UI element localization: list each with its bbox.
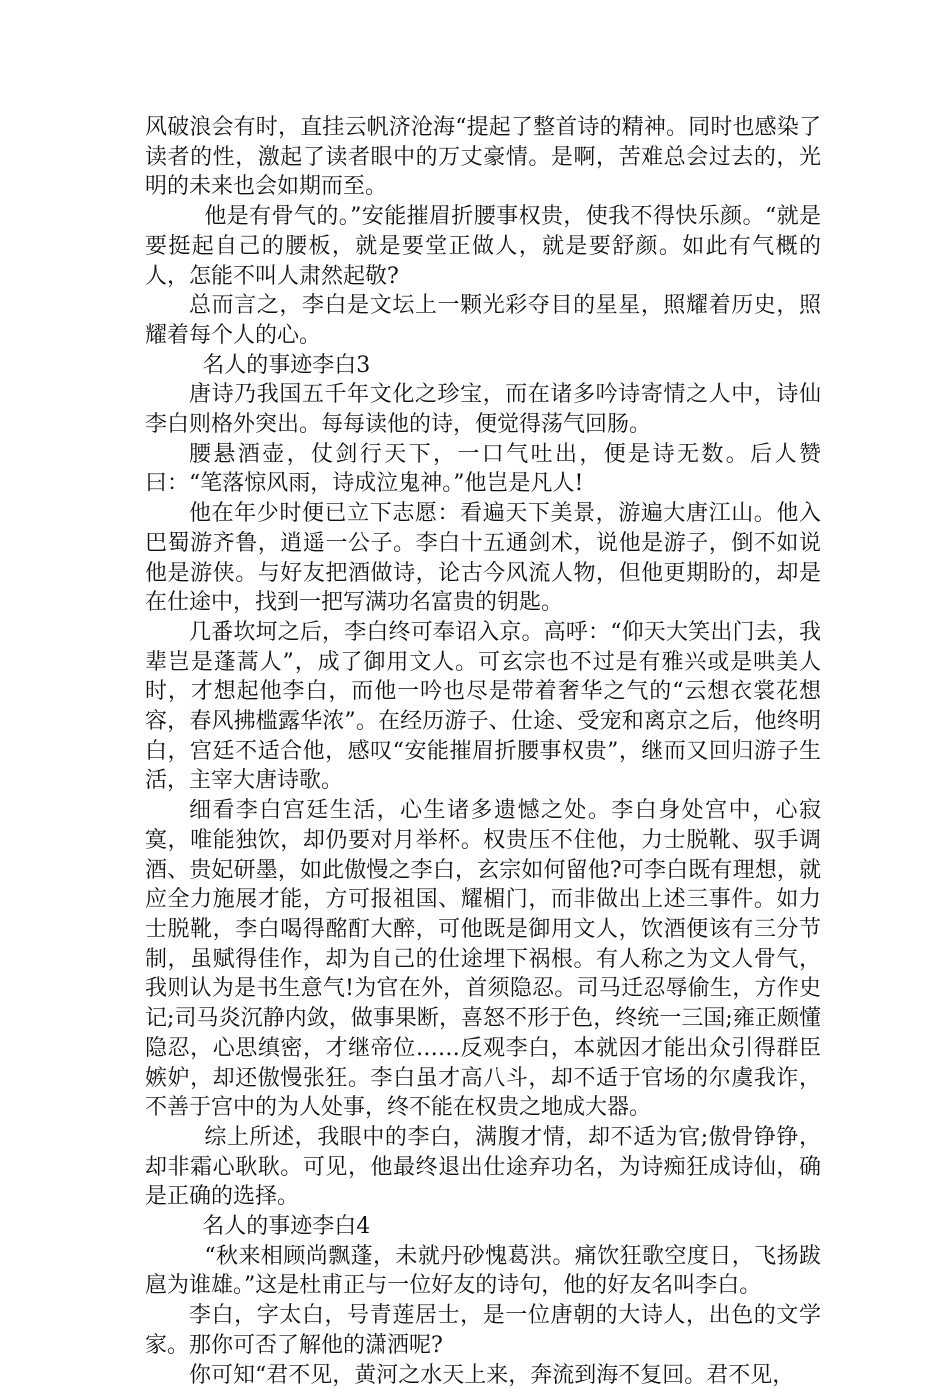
paragraph-10: “秋来相顾尚飘蓬，未就丹砂愧葛洪。痛饮狂歌空度日，飞扬跋扈为谁雄。”这是杜甫正与一位好友的诗句，他的好友名叫李白。 <box>145 1243 821 1299</box>
paragraph-8: 细看李白宫廷生活，心生诸多遗憾之处。李白身处宫中，心寂寞，唯能独饮，却仍要对月举杯。权贵压不住他，力士脱靴、驭手调酒、贵妃研墨，如此傲慢之李白，玄宗如何留他?可李白既有理想，就应全力施展才能，方可报祖国、耀楣门，而非做出上述三事件。如力士脱靴，李白喝得酩酊大醉，可他既是御用文人，饮酒便该有三分节制，虽赋得佳作，却为自己的仕途埋下祸根。有人称之为文人骨气，我则认为是书生意气!为官在外，首须隐忍。司马迁忍辱偷生，方作史记;司马炎沉静内敛，做事果断，喜怒不形于色，终统一三国;雍正颇懂隐忍，心思缜密，才继帝位……反观李白，本就因才能出众引得群臣嫉妒，却还傲慢张狂。李白虽才高八斗，却不适于官场的尔虞我诈，不善于宫中的为人处事，终不能在权贵之地成大器。 <box>145 798 821 1121</box>
paragraph-7: 几番坎坷之后，李白终可奉诏入京。高呼：“仰天大笑出门去，我辈岂是蓬蒿人”，成了御用文人。可玄宗也不过是有雅兴或是哄美人时，才想起他李白，而他一吟也尽是带着奢华之气的“云想衣裳花想容，春风拂槛露华浓”。在经历游子、仕途、受宠和离京之后，他终明白，宫廷不适合他，感叹“安能摧眉折腰事权贵”，继而又回归游子生活，主宰大唐诗歌。 <box>145 619 821 794</box>
paragraph-6: 他在年少时便已立下志愿：看遍天下美景，游遍大唐江山。他入巴蜀游齐鲁，逍遥一公子。李白十五通剑术，说他是游子，倒不如说他是游侠。与好友把酒做诗，论古今风流人物，但他更期盼的，却是在仕途中，找到一把写满功名富贵的钥匙。 <box>145 501 821 616</box>
paragraph-1: 风破浪会有时，直挂云帆济沧海“提起了整首诗的精神。同时也感染了读者的性，激起了读者眼中的万丈豪情。是啊，苦难总会过去的，光明的未来也会如期而至。 <box>145 115 821 200</box>
section-heading-3: 名人的事迹李白3 <box>202 352 371 378</box>
paragraph-5: 腰悬酒壶，仗剑行天下，一口气吐出，便是诗无数。后人赞曰：“笔落惊风雨，诗成泣鬼神。”他岂是凡人! <box>145 441 821 497</box>
paragraph-12: 你可知“君不见，黄河之水天上来，奔流到海不复回。君不见， <box>189 1362 795 1388</box>
paragraph-11: 李白，字太白，号青莲居士，是一位唐朝的大诗人，出色的文学家。那你可否了解他的潇洒呢? <box>145 1303 821 1358</box>
paragraph-4: 唐诗乃我国五千年文化之珍宝，而在诸多吟诗寄情之人中，诗仙李白则格外突出。每每读他的诗，便觉得荡气回肠。 <box>145 382 821 438</box>
paragraph-3: 总而言之，李白是文坛上一颗光彩夺目的星星，照耀着历史，照耀着每个人的心。 <box>145 293 821 348</box>
section-heading-4: 名人的事迹李白4 <box>202 1214 371 1240</box>
paragraph-9: 综上所述，我眼中的李白，满腹才情，却不适为官;傲骨铮铮，却非霜心耿耿。可见，他最终退出仕途弃功名，为诗痴狂成诗仙，确是正确的选择。 <box>145 1124 821 1210</box>
document-body <box>145 113 821 1390</box>
paragraph-2: 他是有骨气的。”安能摧眉折腰事权贵，使我不得快乐颜。“就是要挺起自己的腰板，就是要堂正做人，就是要舒颜。如此有气概的人，怎能不叫人肃然起敬? <box>145 204 821 289</box>
